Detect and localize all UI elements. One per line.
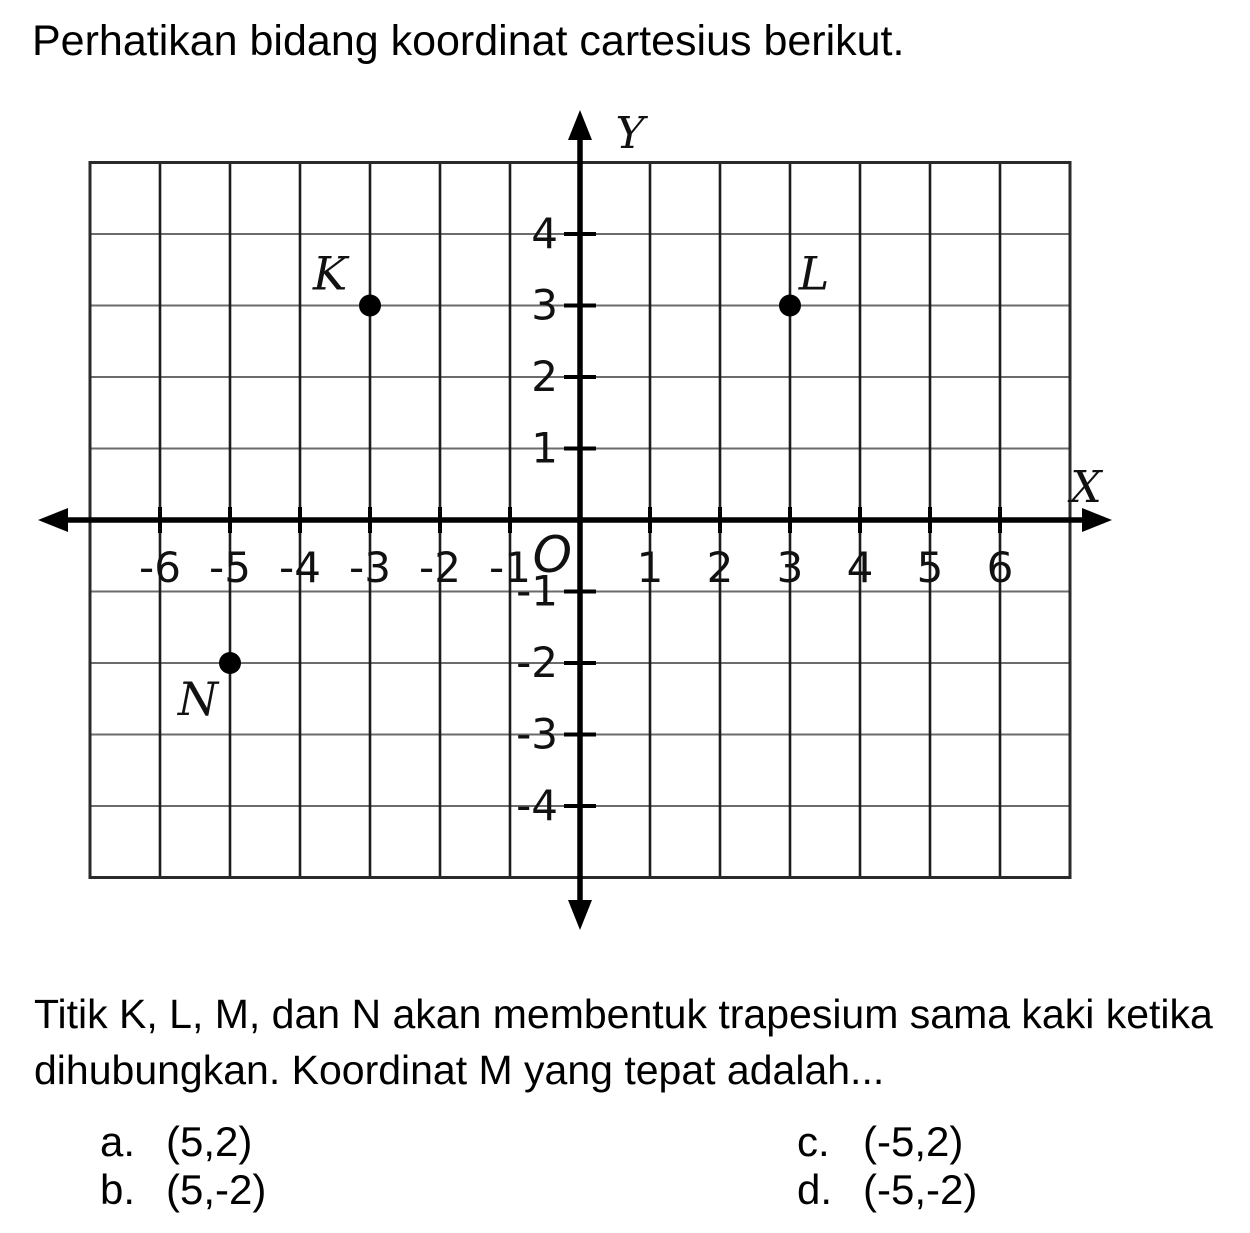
y-axis-label: Y xyxy=(615,108,645,159)
y-tick-label: 2 xyxy=(531,352,558,401)
option-a-letter: a. xyxy=(100,1118,136,1165)
point-label-K: K xyxy=(312,246,348,301)
option-c-letter: c. xyxy=(797,1118,830,1165)
y-tick-label: 4 xyxy=(531,209,558,258)
option-a xyxy=(100,1118,252,1166)
origin-label: O xyxy=(532,526,572,584)
y-tick-label: -1 xyxy=(516,566,558,616)
y-tick-label: -4 xyxy=(516,781,558,830)
point-label-L: L xyxy=(798,246,830,301)
x-tick-label: 6 xyxy=(986,543,1014,592)
option-c-value: (-5,2) xyxy=(863,1118,964,1165)
y-tick-label: 3 xyxy=(531,280,558,330)
x-tick-label: -5 xyxy=(209,543,251,592)
y-tick-label: 1 xyxy=(531,423,558,473)
page-title: Perhatikan bidang koordinat cartesius berikut. xyxy=(32,17,905,65)
option-b-value: (5,-2) xyxy=(166,1166,267,1213)
x-tick-label: 3 xyxy=(776,543,804,592)
option-b-letter: b. xyxy=(100,1166,136,1213)
y-tick-label: -3 xyxy=(516,709,558,759)
option-d xyxy=(797,1166,977,1214)
x-tick-label: -3 xyxy=(349,543,391,592)
question-line-1: Titik K, L, M, dan N akan membentuk trapesium sama kaki ketika xyxy=(34,991,1213,1037)
option-b xyxy=(100,1166,266,1214)
point-K xyxy=(359,295,381,317)
x-tick-label: 4 xyxy=(846,543,874,592)
x-tick-label: 2 xyxy=(706,543,734,592)
point-N xyxy=(219,652,241,674)
option-d-value: (-5,-2) xyxy=(863,1166,978,1213)
y-axis-down-arrow-icon xyxy=(568,900,592,930)
x-axis-left-arrow-icon xyxy=(38,508,68,532)
option-a-value: (5,2) xyxy=(166,1118,253,1165)
point-L xyxy=(779,295,801,317)
x-tick-label: -4 xyxy=(279,543,321,592)
x-axis-label: X xyxy=(1070,462,1102,513)
x-tick-label: -1 xyxy=(489,543,531,592)
x-tick-label: 5 xyxy=(916,543,944,592)
option-d-letter: d. xyxy=(797,1166,833,1213)
y-axis-up-arrow-icon xyxy=(568,110,592,140)
x-tick-label: -2 xyxy=(419,543,461,592)
x-tick-label: -6 xyxy=(139,543,181,592)
question-line-2: dihubungkan. Koordinat M yang tepat adalah... xyxy=(34,1047,885,1093)
x-tick-label: 1 xyxy=(636,543,664,592)
question-text xyxy=(34,986,1213,1098)
point-label-N: N xyxy=(177,672,219,726)
option-c xyxy=(797,1118,963,1166)
y-tick-label: -2 xyxy=(516,638,558,687)
